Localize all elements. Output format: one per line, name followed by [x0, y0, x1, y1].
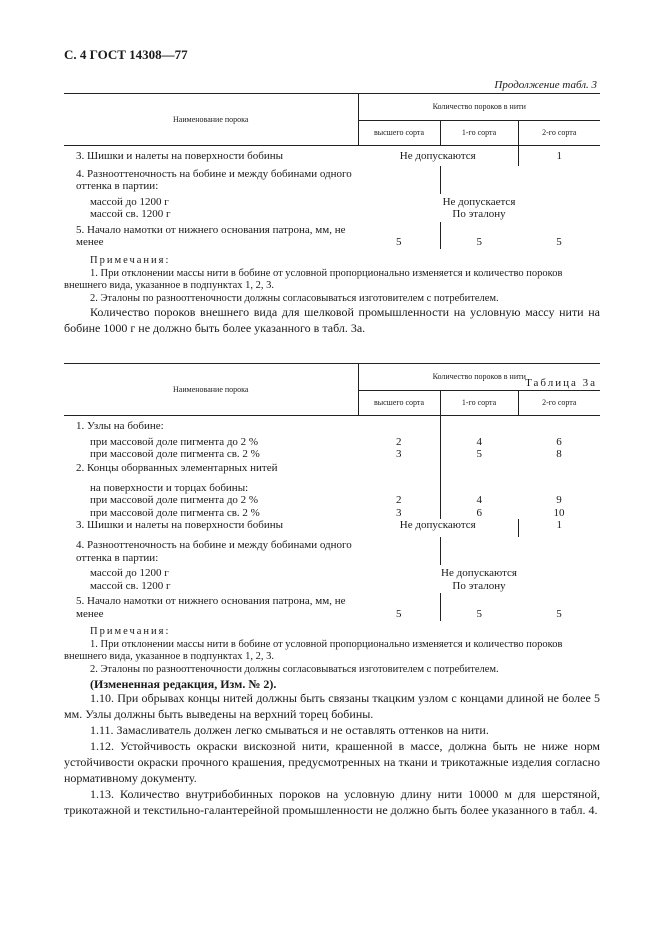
table-row: 1. Узлы на бобине: — [64, 416, 600, 436]
column-header-grade-2: 2-го сорта — [518, 391, 600, 416]
table-row: 4. Разнооттеночность на бобине и между бобинами одного оттенка в партии: — [64, 537, 600, 565]
clause-1-10: 1.10. При обрывах концы нитей должны быть связаны ткацким узлом с концами длиной не более 5 мм. Узлы должны быть выведены на верхний торец бобины. — [64, 691, 600, 721]
table-row: 2. Концы оборванных элементарных нитей — [64, 462, 600, 479]
clause-1-13: 1.13. Количество внутрибобинных пороков на условную длину нити 10000 м для шерстяной, трикотажной и текстильно-галантерейной промышленности не должно быть более указанного в табл. 4. — [64, 787, 600, 817]
amendment-note: (Измененная редакция, Изм. № 2). — [90, 677, 277, 691]
column-header-group: Количество пороков в нити — [358, 364, 600, 391]
column-header-defect-name: Наименование порока — [64, 364, 358, 416]
column-header-grade-1: 1-го сорта — [440, 391, 518, 416]
table-row: при массовой доле пигмента до 2 % при массовой доле пигмента св. 2 % 2 3 4 5 6 8 — [90, 435, 562, 461]
clause-1-12: 1.12. Устойчивость окраски вискозной нити, крашенной в массе, должна быть не ниже норм устойчивости окраски прочного крашения, предусмотренных на ткани и трикотажные изделия согласно нормативному документу. — [64, 739, 600, 785]
page-header: С. 4 ГОСТ 14308—77 — [64, 47, 188, 62]
defects-table-3a — [64, 363, 600, 621]
intro-paragraph: Количество пороков внешнего вида для шелковой промышленности на условную массу нити на бобине 1000 г не должно быть более указанного в табл. 3а. — [64, 305, 600, 335]
table-caption: Таблица 3а — [525, 377, 597, 389]
table-row: 3. Шишки и налеты на поверхности бобины Не допускаются 1 — [64, 519, 600, 537]
column-header-premium: высшего сорта — [358, 121, 440, 146]
table-row: 5. Начало намотки от нижнего основания патрона, мм, не менее 5 5 5 — [76, 595, 562, 621]
column-header-grade-2: 2-го сорта — [518, 121, 600, 146]
table-notes: Примечания: 1. При отклонении массы нити в бобине от условной пропорционально изменяется и количество пороков внешнего вида, указанное в подпунктах 1, 2, 3. 2. Эталоны по разнооттеночности должны согласовываться изготовителем с потребителем. — [64, 255, 563, 304]
table-row: 4. Разнооттеночность на бобине и между бобинами одного оттенка в партии: — [64, 166, 600, 194]
table-row: массой до 1200 г массой св. 1200 г Не допускается По эталону — [90, 195, 516, 221]
column-header-defect-name: Наименование порока — [64, 94, 358, 146]
column-header-grade-1: 1-го сорта — [440, 121, 518, 146]
clause-1-11: 1.11. Замасливатель должен легко смываться и не оставлять оттенков на нити. — [90, 723, 489, 737]
column-header-premium: высшего сорта — [358, 391, 440, 416]
table-row: массой до 1200 г массой св. 1200 г Не допускаются По эталону — [90, 567, 517, 593]
table-row: на поверхности и торцах бобины: при массовой доле пигмента до 2 % при массовой доле пигмента св. 2 % 2 3 4 6 9 10 — [64, 479, 600, 520]
table-continuation-label: Продолжение табл. 3 — [494, 79, 597, 91]
column-header-group: Количество пороков в нити — [358, 94, 600, 121]
table-row: 3. Шишки и налеты на поверхности бобины Не допускаются 1 — [64, 146, 600, 166]
defects-table-3-continued — [64, 93, 600, 249]
table-row: 5. Начало намотки от нижнего основания патрона, мм, не менее 5 5 5 — [76, 223, 562, 249]
table-notes: Примечания: 1. При отклонении массы нити в бобине от условной пропорционально изменяется и количество пороков внешнего вида, указанное в подпунктах 1, 2, 3. 2. Эталоны по разнооттеночности должны согласовываться изготовителем с потребителем. — [64, 626, 563, 675]
